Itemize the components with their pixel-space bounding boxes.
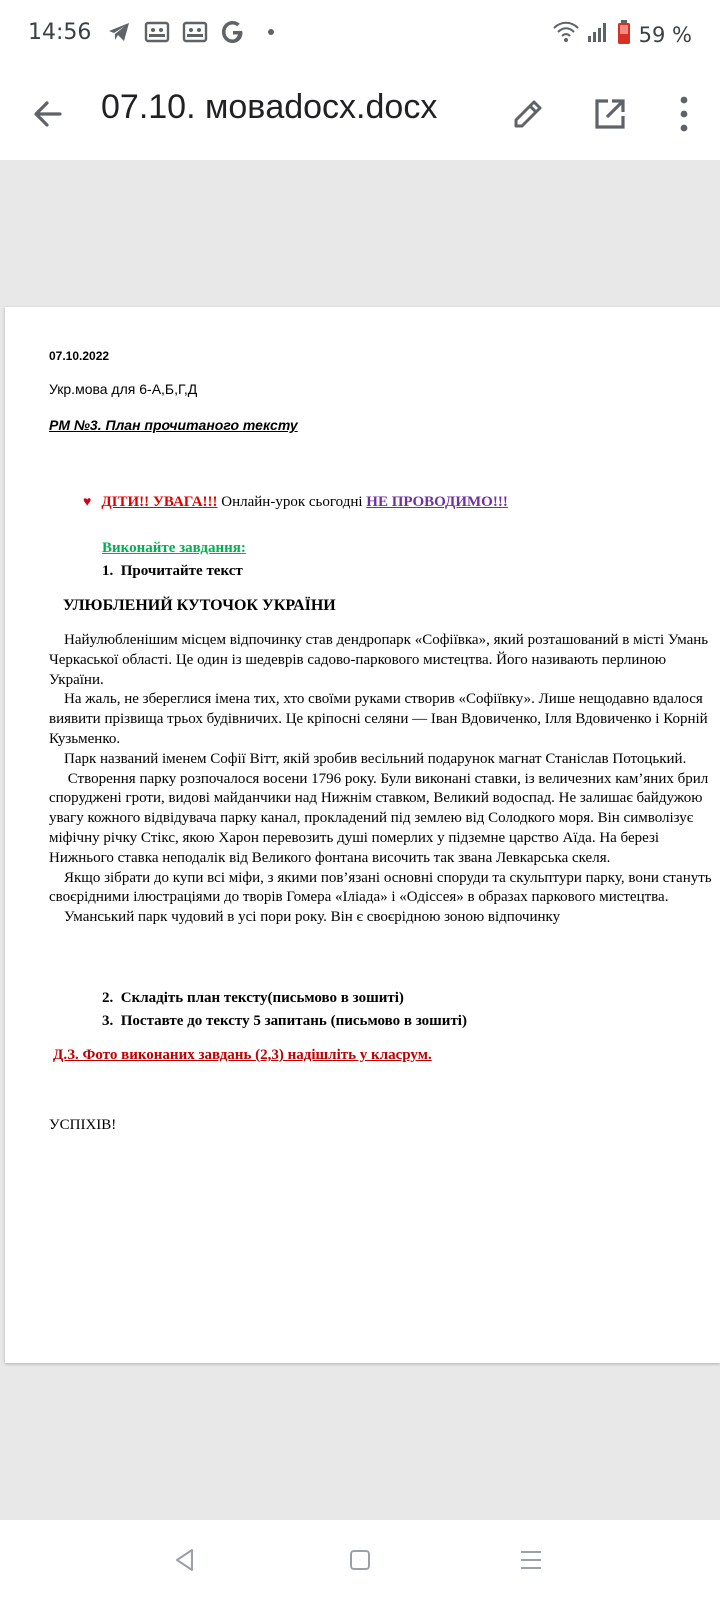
document-page[interactable] bbox=[5, 307, 720, 1363]
wifi-icon bbox=[553, 21, 579, 48]
nav-recents-button[interactable] bbox=[518, 1548, 544, 1572]
arrow-back-icon bbox=[28, 94, 68, 134]
paragraph-4: Створення парку розпочалося восени 1796 року. Були виконані ставки, із величезних кам’яних брил споруджені гроти, видові майданчики над Нижнім ставком, Великий водоспад. Не залишає байдужою увагу кожного відвідувача парку канал, прокладений під землею від Солодкого моря. Він символізує міфічну річку Стікс, якою Харон перевозить душі померлих у підземне царство Аїда. На березі Нижнього ставка неподалік від Великого фонтана височить так звана Левкарська скеля. bbox=[49, 770, 712, 866]
status-right bbox=[553, 20, 692, 49]
pencil-icon bbox=[508, 94, 548, 134]
dot-icon bbox=[258, 19, 284, 45]
edit-button[interactable] bbox=[508, 94, 548, 134]
paragraph-1: Найулюбленішим місцем відпочинку став дендропарк «Софіївка», який розташований в місті Умань Черкаської області. Це один із шедеврів садово-паркового мистецтва. Його називають перлиною України. bbox=[49, 632, 712, 688]
classroom-icon bbox=[182, 19, 208, 45]
warning-purple: НЕ ПРОВОДИМО!!! bbox=[366, 494, 508, 510]
battery-icon bbox=[617, 20, 631, 49]
tasks-heading: Виконайте завдання: bbox=[102, 540, 246, 556]
text-title: УЛЮБЛЕНИЙ КУТОЧОК УКРАЇНИ bbox=[63, 597, 336, 614]
task-1: 1. Прочитайте текст bbox=[102, 563, 243, 579]
lesson-title: РМ №3. План прочитаного тексту bbox=[49, 417, 298, 433]
notification-icons bbox=[106, 19, 284, 45]
paragraph-5: Якщо зібрати до купи всі міфи, з якими пов’язані основні споруди та скульптури парку, вони стануть своєрідними ілюстраціями до творів Гомера «Іліада» і «Одіссея» в образах паркового мистецтва. bbox=[49, 869, 716, 906]
paragraph-3: Парк названий іменем Софії Вітт, якій зробив весільний подарунок магнат Станіслав Потоцький. bbox=[49, 750, 687, 767]
back-button[interactable] bbox=[28, 94, 68, 134]
heart-bullet-icon: ♥ bbox=[83, 495, 92, 510]
more-options-button[interactable] bbox=[664, 92, 704, 136]
classroom-icon bbox=[144, 19, 170, 45]
document-viewer[interactable] bbox=[0, 160, 720, 1520]
battery-level: 59 % bbox=[638, 22, 692, 47]
closing-line: УСПІХІВ! bbox=[49, 1117, 117, 1133]
more-vert-icon bbox=[664, 92, 704, 136]
signal-icon bbox=[587, 22, 609, 47]
paragraph-6: Уманський парк чудовий в усі пори року. Він є своєрідною зоною відпочинку bbox=[49, 909, 561, 926]
nav-back-button[interactable] bbox=[172, 1547, 198, 1573]
open-in-new-icon bbox=[590, 94, 630, 134]
square-home-icon bbox=[348, 1548, 372, 1572]
task-2: 2. Складіть план тексту(письмово в зошиті) bbox=[102, 990, 404, 1006]
text-body bbox=[49, 631, 719, 928]
nav-home-button[interactable] bbox=[348, 1548, 372, 1572]
document-date: 07.10.2022 bbox=[49, 349, 110, 363]
subject-line: Укр.мова для 6-А,Б,Г,Д bbox=[49, 381, 198, 397]
paragraph-2: На жаль, не збереглися імена тих, хто своїми руками створив «Софіївку». Лише нещодавно вдалося виявити прізвища трьох будівничих. Це кріпосні селяни — Іван Вдовиченко, Ілля Вдовиченко і Корній Кузьменко. bbox=[49, 691, 712, 747]
warning-middle: Онлайн-урок сьогодні bbox=[217, 494, 367, 510]
document-title: 07.10. мовadocx.docx bbox=[101, 88, 438, 126]
warning-line bbox=[83, 494, 508, 511]
app-bar bbox=[0, 70, 720, 160]
triangle-back-icon bbox=[172, 1547, 198, 1573]
open-external-button[interactable] bbox=[590, 94, 630, 134]
status-time: 14:56 bbox=[28, 20, 92, 45]
homework-line: Д.З. Фото виконаних завдань (2,3) надішліть у класрум. bbox=[53, 1047, 432, 1063]
task-3: 3. Поставте до тексту 5 запитань (письмово в зошиті) bbox=[102, 1013, 467, 1029]
google-icon bbox=[220, 19, 246, 45]
warning-red: ДІТИ!! УВАГА!!! bbox=[101, 494, 218, 510]
telegram-icon bbox=[106, 19, 132, 45]
status-bar bbox=[0, 0, 720, 70]
menu-lines-icon bbox=[518, 1548, 544, 1572]
navigation-bar bbox=[0, 1520, 720, 1600]
